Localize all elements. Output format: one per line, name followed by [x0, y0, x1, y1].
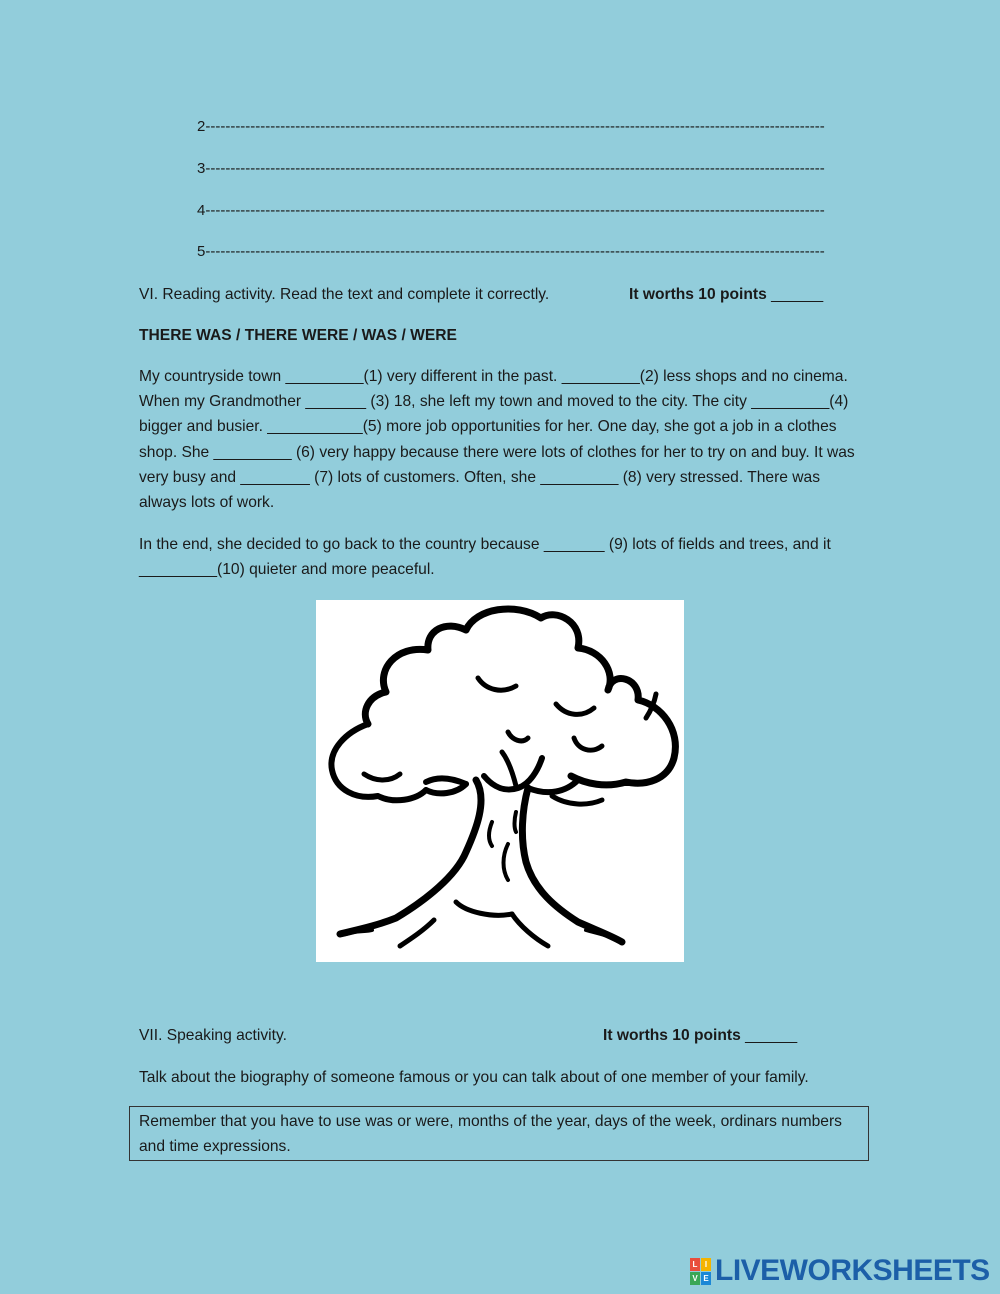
answer-line-label: 5: [197, 243, 206, 260]
logo-text: LIVEWORKSHEETS: [715, 1254, 990, 1287]
reading-paragraph-1: My countryside town _________(1) very different in the past. _________(2) less shops and no cinema. When my Grandmother _______ (3) 18, she left my town and moved to the city. The city _________(4) bigger and busier. ___________(5) more job opportunities for her. One day, she got a job in a clothes shop. She _________ (6) very happy because there were lots of clothes for her to try on and buy. It was very busy and ________ (7) lots of customers. Often, she _________ (8) very stressed. There was always lots of work.: [139, 368, 855, 512]
section6-points: [629, 282, 823, 307]
logo-cube: V: [690, 1272, 700, 1285]
section7-points: [603, 1023, 797, 1048]
reading-paragraph-2: In the end, she decided to go back to the country because _______ (9) lots of fields and trees, and it _________(10) quieter and more peaceful.: [139, 536, 831, 579]
logo-cube: E: [701, 1272, 711, 1285]
answer-line-4[interactable]: [197, 202, 837, 219]
answer-line-dashes: ----------------------------------------------------------------------------------------------------------------------------: [205, 243, 825, 260]
logo-cubes: [690, 1258, 711, 1285]
answer-line-label: 2: [197, 118, 206, 135]
section6-points-blank[interactable]: ______: [766, 286, 824, 303]
reminder-box: [129, 1106, 869, 1161]
answer-line-dashes: ----------------------------------------------------------------------------------------------------------------------------: [205, 160, 825, 177]
section7-instruction: Talk about the biography of someone famous or you can talk about of one member of your family.: [139, 1069, 809, 1086]
answer-line-5[interactable]: [197, 243, 837, 260]
tree-illustration: [316, 600, 684, 962]
section6-points-label: It worths 10 points: [629, 286, 767, 303]
answer-line-dashes: ----------------------------------------------------------------------------------------------------------------------------: [205, 118, 825, 135]
logo-cube: L: [690, 1258, 700, 1271]
tree-icon: [316, 600, 684, 962]
answer-line-2[interactable]: [197, 118, 837, 135]
section7-points-blank[interactable]: ______: [740, 1027, 798, 1044]
section6-options: THERE WAS / THERE WERE / WAS / WERE: [139, 327, 457, 344]
answer-line-label: 3: [197, 160, 206, 177]
answer-line-dashes: ----------------------------------------------------------------------------------------------------------------------------: [205, 202, 825, 219]
logo-cube: I: [701, 1258, 711, 1271]
liveworksheets-logo: [690, 1256, 990, 1286]
section7-points-label: It worths 10 points: [603, 1027, 741, 1044]
answer-line-3[interactable]: [197, 160, 837, 177]
section7-title: VII. Speaking activity.: [139, 1027, 287, 1044]
section6-title: VI. Reading activity. Read the text and complete it correctly.: [139, 286, 550, 303]
answer-line-label: 4: [197, 202, 206, 219]
reminder-text: Remember that you have to use was or were, months of the year, days of the week, ordinars numbers and time expressions.: [139, 1113, 842, 1156]
